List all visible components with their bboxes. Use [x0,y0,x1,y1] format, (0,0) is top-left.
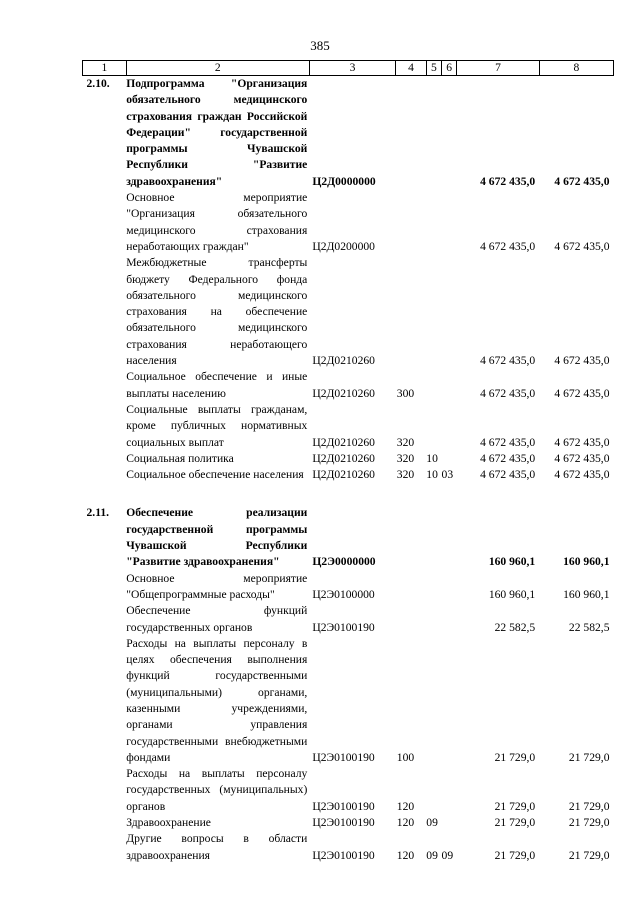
row-number: 2.11. [86,506,110,520]
target-code: Ц2Д0000000 [312,174,376,188]
subsection-code: 03 [441,468,454,482]
expense-type-code: 120 [396,816,415,830]
amount-col-8: 22 582,5 [568,620,610,634]
subsection-code [442,451,457,467]
table-row [83,369,614,402]
expense-type-code [396,76,427,191]
row-name: Социальная политика [126,451,234,465]
target-code: Ц2Э0100190 [312,816,375,830]
header-col-4: 4 [396,61,427,76]
section-code [426,766,441,815]
target-code: Ц2Э0100190 [312,799,375,813]
table-row [83,76,614,191]
amount-col-8: 21 729,0 [568,750,610,764]
row-name: Подпрограмма "Организация обязательного медицинского страхования граждан Российской Федерации" государственной программы Чувашской Республики "Развитие здравоохранения" [126,77,308,188]
subsection-code [442,636,457,766]
subsection-code [442,369,457,402]
target-code: Ц2Д0210260 [312,386,375,400]
amount-col-7: 160 960,1 [488,555,536,569]
table-row [83,505,614,570]
row-name: Основное мероприятие "Организация обязательного медицинского страхования неработающих граждан" [126,191,308,253]
amount-col-7: 4 672 435,0 [480,435,536,449]
table-row [83,636,614,766]
target-code: Ц2Э0100000 [312,587,375,601]
budget-table [82,60,614,864]
subsection-code [442,603,457,636]
row-name: Обеспечение реализации государственной программы Чувашской Республики "Развитие здравоохранения" [126,506,308,569]
header-col-6: 6 [442,61,457,76]
amount-col-7: 4 672 435,0 [480,239,536,253]
table-header [83,61,614,76]
amount-col-8: 4 672 435,0 [554,174,610,188]
subsection-code [442,766,457,815]
section-code: 10 [426,451,438,465]
row-number [83,571,127,604]
row-spacer-cell [83,483,614,505]
amount-col-8: 4 672 435,0 [554,354,610,368]
expense-type-code: 300 [396,386,415,400]
amount-col-8: 21 729,0 [568,848,610,862]
section-code [426,603,441,636]
row-number [83,451,127,467]
header-col-1: 1 [83,61,127,76]
row-name: Обеспечение функций государственных органов [126,604,308,634]
row-name: Межбюджетные трансферты бюджету Федерального фонда обязательного медицинского страхования на обеспечение обязательного медицинского страхования неработающего населения [126,256,308,368]
target-code: Ц2Д0200000 [312,239,375,253]
amount-col-8: 160 960,1 [563,555,610,569]
table-row [83,603,614,636]
subsection-code [442,571,457,604]
row-number: 2.10. [86,77,110,90]
table-row [83,402,614,451]
target-code: Ц2Э0000000 [312,555,376,569]
table-row [83,815,614,831]
row-number [83,402,127,451]
subsection-code [442,76,457,191]
table-row [83,255,614,369]
section-code [426,255,441,369]
row-spacer [83,483,614,505]
row-number [83,815,127,831]
subsection-code [442,190,457,255]
amount-col-7: 4 672 435,0 [480,451,536,465]
table-row [83,831,614,864]
section-code: 09 [426,848,438,862]
row-name: Основное мероприятие "Общепрограммные расходы" [126,571,308,601]
subsection-code [442,402,457,451]
amount-col-7: 160 960,1 [488,587,536,601]
row-number [83,467,127,483]
expense-type-code: 100 [396,750,415,764]
target-code: Ц2Д0210260 [312,435,375,449]
section-code [426,76,441,191]
target-code: Ц2Э0100190 [312,848,375,862]
subsection-code [442,815,457,831]
section-code [426,369,441,402]
table-body [83,76,614,864]
expense-type-code [396,190,427,255]
expense-type-code [396,505,427,570]
expense-type-code [396,255,427,369]
expense-type-code [396,603,427,636]
header-col-3: 3 [309,61,395,76]
section-code [426,505,441,570]
amount-col-7: 4 672 435,0 [480,174,536,188]
header-col-2: 2 [126,61,309,76]
row-name: Расходы на выплаты персоналу в целях обеспечения выполнения функций государственными (муниципальными) органами, казенными учреждениями, органами управления государственными внебюджетными фондами [126,636,308,764]
expense-type-code: 120 [396,848,415,862]
row-number [83,255,127,369]
amount-col-7: 4 672 435,0 [480,354,536,368]
row-name: Другие вопросы в области здравоохранения [126,832,308,862]
subsection-code [442,505,457,570]
row-name: Социальные выплаты гражданам, кроме публичных нормативных социальных выплат [126,402,308,449]
expense-type-code: 320 [396,435,415,449]
table-row [83,451,614,467]
page-number: 385 [310,38,330,53]
amount-col-8: 4 672 435,0 [554,468,610,482]
amount-col-7: 21 729,0 [494,799,536,813]
row-name: Социальное обеспечение населения [126,468,304,482]
amount-col-7: 4 672 435,0 [480,468,536,482]
section-code [426,402,441,451]
target-code: Ц2Э0100190 [312,620,375,634]
amount-col-8: 160 960,1 [563,587,610,601]
row-name: Социальное обеспечение и иные выплаты населению [126,370,308,400]
table-row [83,190,614,255]
section-code [426,571,441,604]
expense-type-code [396,571,427,604]
amount-col-7: 22 582,5 [494,620,536,634]
header-col-8: 8 [539,61,613,76]
amount-col-8: 4 672 435,0 [554,386,610,400]
header-col-5: 5 [426,61,441,76]
row-name: Здравоохранение [126,816,211,830]
table-row [83,766,614,815]
row-name: Расходы на выплаты персоналу государственных (муниципальных) органов [126,767,308,813]
target-code: Ц2Э0100190 [312,750,375,764]
row-number [83,831,127,864]
section-code [426,636,441,766]
row-number [83,190,127,255]
amount-col-7: 4 672 435,0 [480,386,536,400]
amount-col-8: 21 729,0 [568,816,610,830]
row-number [83,766,127,815]
target-code: Ц2Д0210260 [312,354,375,368]
amount-col-8: 4 672 435,0 [554,451,610,465]
expense-type-code: 320 [396,468,415,482]
amount-col-8: 21 729,0 [568,799,610,813]
expense-type-code: 120 [396,799,415,813]
subsection-code: 09 [441,848,454,862]
amount-col-8: 4 672 435,0 [554,239,610,253]
section-code [426,190,441,255]
table-row [83,467,614,483]
amount-col-7: 21 729,0 [494,750,536,764]
amount-col-8: 4 672 435,0 [554,435,610,449]
target-code: Ц2Д0210260 [312,451,375,465]
row-number [83,603,127,636]
row-number [83,636,127,766]
row-number [83,369,127,402]
amount-col-7: 21 729,0 [494,816,536,830]
section-code: 10 [426,468,438,482]
amount-col-7: 21 729,0 [494,848,536,862]
table-row [83,571,614,604]
section-code: 09 [426,816,438,830]
subsection-code [442,255,457,369]
target-code: Ц2Д0210260 [312,468,375,482]
header-col-7: 7 [457,61,539,76]
expense-type-code: 320 [396,451,415,465]
